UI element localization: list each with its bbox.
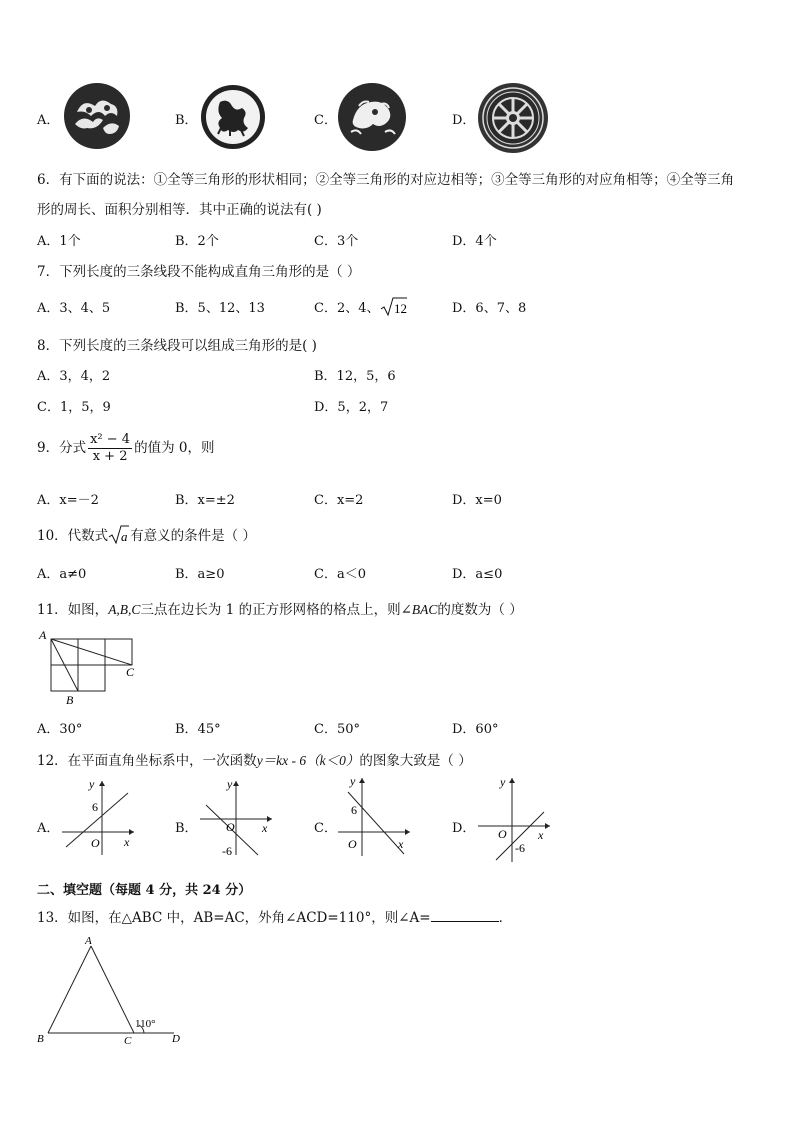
q13-label-c: C bbox=[124, 1035, 132, 1047]
q12-stem bbox=[37, 749, 472, 769]
q12-a-y-label: y bbox=[89, 777, 95, 791]
q12-d-intercept: -6 bbox=[515, 841, 525, 855]
q12-option-a-label: A． bbox=[37, 821, 60, 836]
q5-option-a-label: A． bbox=[37, 113, 60, 128]
q5-option-b-label: B． bbox=[175, 113, 198, 128]
cloud-pattern-icon bbox=[63, 82, 131, 150]
q13-answer-blank[interactable] bbox=[431, 909, 499, 922]
q6-option-b: B．2个 bbox=[175, 234, 219, 249]
q12-b-x-label: x bbox=[262, 821, 268, 835]
q8-stem: 8．下列长度的三条线段可以组成三角形的是( ) bbox=[37, 338, 317, 354]
q9-suffix: 的值为 0，则 bbox=[134, 440, 215, 456]
q11-option-a: A．30° bbox=[37, 722, 83, 737]
q7-option-a: A．3、4、5 bbox=[37, 301, 111, 316]
q10-option-a: A．a≠0 bbox=[37, 567, 87, 582]
q6-option-d: D．4个 bbox=[452, 234, 497, 249]
sqrt-symbol bbox=[108, 525, 130, 545]
q11-label-c: C bbox=[126, 665, 135, 679]
q10-option-d: D．a≤0 bbox=[452, 567, 503, 582]
q6-stem-line2: 形的周长、面积分别相等．其中正确的说法有( ) bbox=[37, 202, 322, 218]
q10-radicand: a bbox=[121, 528, 128, 544]
q12-option-c-label: C． bbox=[314, 821, 337, 836]
q5-option-c-label: C． bbox=[314, 113, 337, 128]
q12-a-origin: O bbox=[91, 836, 100, 850]
q12-d-origin: O bbox=[498, 827, 507, 841]
q12-a-x-label: x bbox=[124, 835, 130, 849]
q11-option-d: D．60° bbox=[452, 722, 499, 737]
q12-stem-part: 的图象大致是（ ） bbox=[359, 753, 472, 769]
q10-stem bbox=[37, 524, 256, 545]
q9-prefix: 9．分式 bbox=[37, 440, 87, 456]
dragon-pattern-icon bbox=[337, 82, 407, 152]
q6-option-a: A．1个 bbox=[37, 234, 81, 249]
q9-fraction bbox=[88, 432, 132, 465]
q9-denominator: x + 2 bbox=[92, 449, 128, 464]
q12-c-x-label: x bbox=[398, 837, 404, 851]
q10-suffix: 有意义的条件是（ ） bbox=[130, 528, 256, 544]
q10-option-c: C．a＜0 bbox=[314, 567, 366, 582]
q12-c-origin: O bbox=[348, 837, 357, 851]
q13-stem bbox=[37, 906, 512, 926]
sqrt-symbol bbox=[380, 297, 408, 317]
q13-label-b: B bbox=[37, 1033, 44, 1045]
q8-option-b: B．12，5，6 bbox=[314, 369, 396, 384]
q7-option-d: D．6、7、8 bbox=[452, 301, 527, 316]
q9-option-d: D．x=0 bbox=[452, 493, 502, 508]
q9-option-c: C．x=2 bbox=[314, 493, 364, 508]
q11-stem bbox=[37, 598, 523, 618]
q10-prefix: 10．代数式 bbox=[37, 528, 109, 544]
q11-stem-part: 11．如图， bbox=[37, 602, 109, 618]
wheel-pattern-icon bbox=[477, 82, 549, 154]
q6-option-c: C．3个 bbox=[314, 234, 359, 249]
q13-stem-part: ． bbox=[498, 910, 513, 926]
q12-graph-b bbox=[196, 775, 278, 857]
q13-angle-label: 110° bbox=[135, 1018, 156, 1030]
q11-grid-figure bbox=[36, 628, 146, 708]
q6-stem-line1: 6．有下面的说法：①全等三角形的形状相同；②全等三角形的对应边相等；③全等三角形的对应角相等；④全等三角 bbox=[37, 172, 735, 188]
q12-c-intercept: 6 bbox=[351, 803, 357, 817]
section2-title: 二、填空题（每题 4 分，共 24 分） bbox=[37, 883, 252, 898]
q12-b-origin: O bbox=[226, 820, 235, 834]
q12-stem-part: 12．在平面直角坐标系中，一次函数 bbox=[37, 753, 257, 769]
q12-a-intercept: 6 bbox=[92, 800, 98, 814]
q13-triangle-figure bbox=[34, 934, 194, 1048]
q11-stem-part: 的度数为（ ） bbox=[437, 602, 523, 618]
q9-stem bbox=[37, 432, 214, 465]
q11-angle: BAC bbox=[411, 602, 438, 617]
q7-option-c-text: C．2、4、 bbox=[314, 301, 380, 316]
q12-b-y-label: y bbox=[227, 777, 233, 791]
q11-stem-part: 三点在边长为 1 的正方形网格的格点上，则∠ bbox=[140, 602, 412, 618]
q12-graph-a bbox=[58, 775, 140, 857]
q11-points: A,B,C bbox=[108, 602, 141, 617]
q9-option-b: B．x=±2 bbox=[175, 493, 235, 508]
q12-graph-d bbox=[474, 772, 556, 864]
tiger-pattern-icon bbox=[200, 84, 266, 150]
q11-label-b: B bbox=[66, 693, 74, 707]
q12-d-y-label: y bbox=[500, 775, 506, 789]
q12-c-y-label: y bbox=[350, 774, 356, 788]
q9-numerator: x² − 4 bbox=[90, 432, 131, 447]
q12-option-d-label: D． bbox=[452, 821, 476, 836]
q12-d-x-label: x bbox=[538, 828, 544, 842]
q11-option-c: C．50° bbox=[314, 722, 360, 737]
q12-b-intercept: -6 bbox=[222, 844, 232, 857]
q5-option-d-label: D． bbox=[452, 113, 476, 128]
q12-option-b-label: B． bbox=[175, 821, 198, 836]
q13-label-d: D bbox=[172, 1033, 180, 1045]
q12-function: y＝kx - 6（k＜0） bbox=[256, 753, 360, 768]
q8-option-d: D．5，2，7 bbox=[314, 400, 389, 415]
q13-stem-part: 13．如图，在△ABC 中，AB=AC，外角∠ACD=110°，则∠A= bbox=[37, 910, 431, 926]
q9-option-a: A．x=－2 bbox=[37, 493, 99, 508]
q7-option-b: B．5、12、13 bbox=[175, 301, 265, 316]
q8-option-c: C．1，5，9 bbox=[37, 400, 111, 415]
q7-radicand: 12 bbox=[393, 300, 407, 316]
q13-label-a: A bbox=[85, 935, 92, 947]
q11-label-a: A bbox=[39, 628, 47, 642]
q12-graph-c bbox=[334, 772, 416, 858]
q11-option-b: B．45° bbox=[175, 722, 221, 737]
q7-stem: 7．下列长度的三条线段不能构成直角三角形的是（ ） bbox=[37, 264, 361, 280]
q7-option-c bbox=[314, 297, 408, 317]
q8-option-a: A．3，4，2 bbox=[37, 369, 111, 384]
q10-option-b: B．a≥0 bbox=[175, 567, 225, 582]
